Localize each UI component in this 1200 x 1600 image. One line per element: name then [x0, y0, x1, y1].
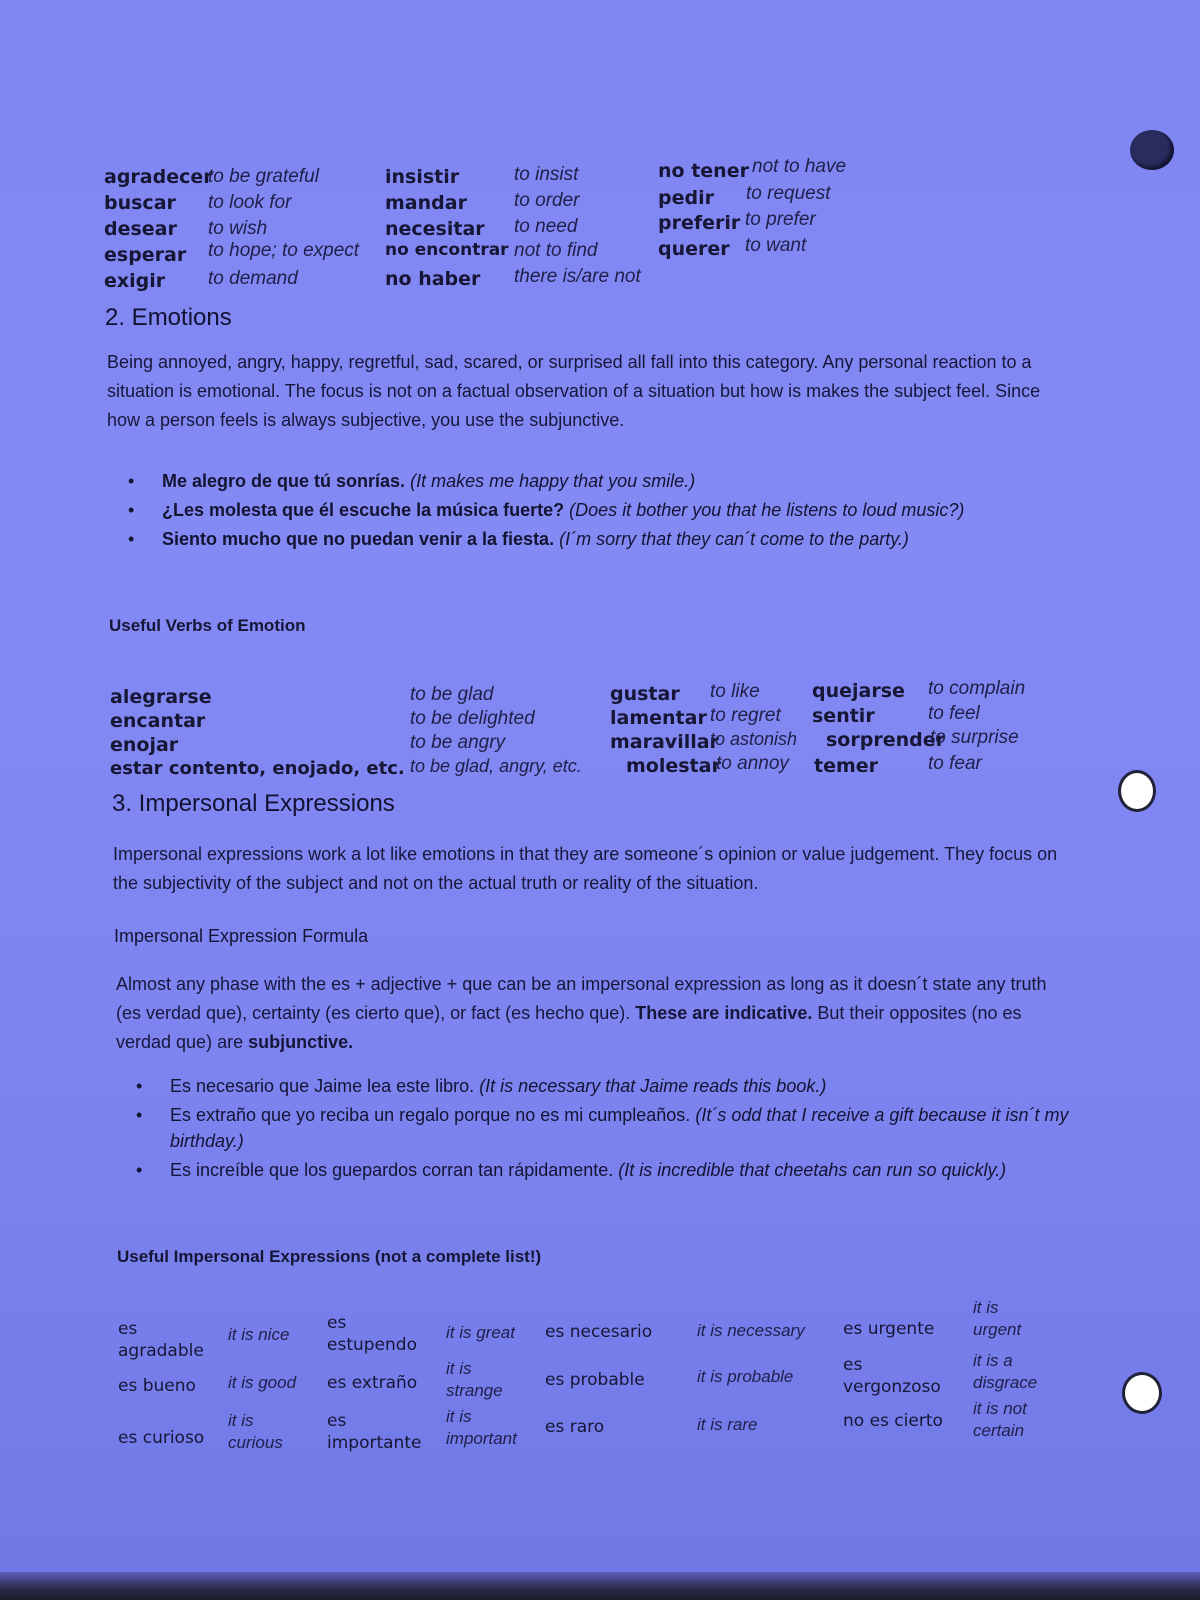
section-heading-impersonal: 3. Impersonal Expressions — [112, 790, 395, 817]
verb-en: to like — [710, 681, 760, 702]
verb-es: estar contento, enojado, etc. — [110, 758, 405, 779]
verb-en: to be grateful — [208, 166, 319, 187]
verb-es: desear — [104, 218, 177, 240]
verb-en: to look for — [208, 192, 292, 213]
verb-es: quejarse — [812, 680, 905, 702]
impersonal-examples — [170, 1073, 1070, 1186]
formula-paragraph — [116, 970, 1066, 1057]
expression-en: it is not certain — [973, 1399, 1027, 1440]
section-heading-emotions: 2. Emotions — [105, 304, 232, 331]
example-english: (It is incredible that cheetahs can run so quickly.) — [618, 1160, 1007, 1180]
verb-en: to hope; to expect — [208, 240, 360, 261]
expression-en: it is rare — [697, 1415, 758, 1434]
list-item — [162, 468, 1042, 494]
page-edge — [0, 1572, 1200, 1600]
expression-en: it is strange — [446, 1359, 503, 1400]
verb-es: enojar — [110, 734, 179, 756]
expression-es: es curioso — [118, 1428, 205, 1448]
verb-es: temer — [814, 755, 879, 777]
expression-es: es agradable — [118, 1319, 204, 1361]
expression-en: it is urgent — [973, 1298, 1022, 1339]
verb-es: gustar — [610, 683, 680, 705]
verb-en: not to find — [514, 240, 598, 261]
verb-en: to be glad, angry, etc. — [410, 756, 582, 776]
verb-es: molestar — [626, 755, 721, 777]
expression-es: es urgente — [843, 1319, 935, 1339]
verb-en: to fear — [928, 753, 982, 774]
example-spanish: Es necesario que Jaime lea este libro. — [170, 1076, 475, 1096]
verb-en: to be glad — [410, 684, 494, 705]
emotion-verbs-heading: Useful Verbs of Emotion — [109, 616, 306, 635]
expression-es: es probable — [545, 1370, 645, 1390]
formula-indicative: These are indicative. — [635, 1003, 813, 1023]
impersonal-paragraph: Impersonal expressions work a lot like emotions in that they are someone´s opinion or value judgement. They focus on the subjectivity of the subject and not on the actual truth or reality of the situation. — [113, 844, 1058, 893]
expression-en: it is good — [228, 1373, 297, 1392]
expression-en: it is a disgrace — [973, 1351, 1038, 1392]
verb-en: not to have — [752, 156, 847, 177]
expression-es: es necesario — [545, 1322, 653, 1342]
verb-en: to need — [514, 216, 578, 237]
verb-en: to annoy — [716, 753, 789, 774]
verb-en: to insist — [514, 164, 579, 185]
example-english: (It´s odd that I receive a gift because it isn´t my birthday.) — [170, 1105, 1069, 1151]
verb-es: preferir — [658, 212, 741, 234]
verb-en: to complain — [928, 678, 1026, 699]
list-item — [162, 497, 1042, 523]
verb-es: esperar — [104, 244, 187, 266]
verb-es: sentir — [812, 705, 875, 727]
verb-en: to be angry — [410, 732, 506, 753]
binder-hole — [1130, 130, 1174, 170]
expression-es: es raro — [545, 1417, 605, 1437]
verb-en: to regret — [710, 705, 781, 726]
verb-es: pedir — [658, 187, 714, 209]
formula-text-2: But their opposites (no es verdad que) are — [116, 1003, 1022, 1052]
verb-es: no encontrar — [385, 240, 509, 260]
example-spanish: Es extraño que yo reciba un regalo porque no es mi cumpleaños. — [170, 1105, 691, 1125]
verb-es: querer — [658, 238, 730, 260]
verb-en: to wish — [208, 218, 268, 239]
expression-es: no es cierto — [843, 1411, 943, 1431]
verb-en: to request — [746, 183, 831, 204]
list-item — [170, 1157, 1070, 1183]
example-english: (Does it bother you that he listens to loud music?) — [569, 500, 965, 520]
list-item — [170, 1073, 1070, 1099]
list-item — [162, 526, 1042, 552]
verb-es: maravillar — [610, 731, 719, 753]
verb-es: necesitar — [385, 218, 485, 240]
verb-en: to order — [514, 190, 580, 211]
verb-es: mandar — [385, 192, 467, 214]
binder-hole — [1122, 1372, 1162, 1414]
example-spanish: ¿Les molesta que él escuche la música fuerte? — [162, 500, 565, 520]
impersonal-list-heading: Useful Impersonal Expressions (not a complete list!) — [117, 1247, 542, 1266]
expression-es: es importante — [327, 1411, 422, 1453]
formula-title: Impersonal Expression Formula — [114, 926, 369, 946]
verb-en: to want — [745, 235, 807, 256]
verb-en: to astonish — [710, 729, 798, 749]
verb-es: no tener — [658, 160, 749, 182]
verb-es: exigir — [104, 270, 166, 292]
expression-en: it is necessary — [697, 1321, 805, 1340]
expression-en: it is great — [446, 1323, 515, 1342]
example-spanish: Me alegro de que tú sonrías. — [162, 471, 406, 491]
binder-hole — [1118, 770, 1156, 812]
verb-es: lamentar — [610, 707, 707, 729]
verb-es: agradecer — [104, 166, 213, 188]
verb-es: no haber — [385, 268, 481, 290]
expression-es: es extraño — [327, 1373, 418, 1393]
expression-es: es vergonzoso — [843, 1355, 941, 1397]
verb-es: insistir — [385, 166, 460, 188]
example-english: (It makes me happy that you smile.) — [410, 471, 696, 491]
expression-en: it is curious — [228, 1411, 283, 1452]
expression-en: it is important — [446, 1407, 517, 1448]
verb-es: encantar — [110, 710, 206, 732]
verb-en: to feel — [928, 703, 980, 724]
formula-text: Almost any phase with the es + adjective + que can be an impersonal expression as long as it doesn´t state any truth (es verdad que), certainty (es cierto que), or fact (es hecho que). — [116, 974, 1047, 1023]
verb-en: to surprise — [930, 727, 1019, 748]
example-spanish: Siento mucho que no puedan venir a la fiesta. — [162, 529, 555, 549]
verb-en: to prefer — [745, 209, 816, 230]
emotions-paragraph: Being annoyed, angry, happy, regretful, sad, scared, or surprised all fall into this category. Any personal reaction to a situation is emotional. The focus is not on a factual observation of a situation but how is makes the subject feel. Since how a person feels is always subjective, you use the subjunctive. — [107, 352, 1041, 430]
expression-en: it is nice — [228, 1325, 290, 1344]
verb-en: to demand — [208, 268, 298, 289]
expression-es: es estupendo — [327, 1313, 417, 1355]
list-item — [170, 1102, 1070, 1154]
verb-es: sorprender — [826, 729, 945, 751]
emotions-examples — [162, 468, 1042, 555]
expression-es: es bueno — [118, 1376, 196, 1396]
example-english: (I´m sorry that they can´t come to the party.) — [559, 529, 909, 549]
verb-en: to be delighted — [410, 708, 535, 729]
verb-es: buscar — [104, 192, 176, 214]
verb-es: alegrarse — [110, 686, 212, 708]
example-spanish: Es increíble que los guepardos corran tan rápidamente. — [170, 1160, 614, 1180]
expression-en: it is probable — [697, 1367, 794, 1386]
example-english: (It is necessary that Jaime reads this book.) — [479, 1076, 827, 1096]
verb-en: there is/are not — [514, 266, 641, 287]
formula-subjunctive: subjunctive. — [248, 1032, 354, 1052]
